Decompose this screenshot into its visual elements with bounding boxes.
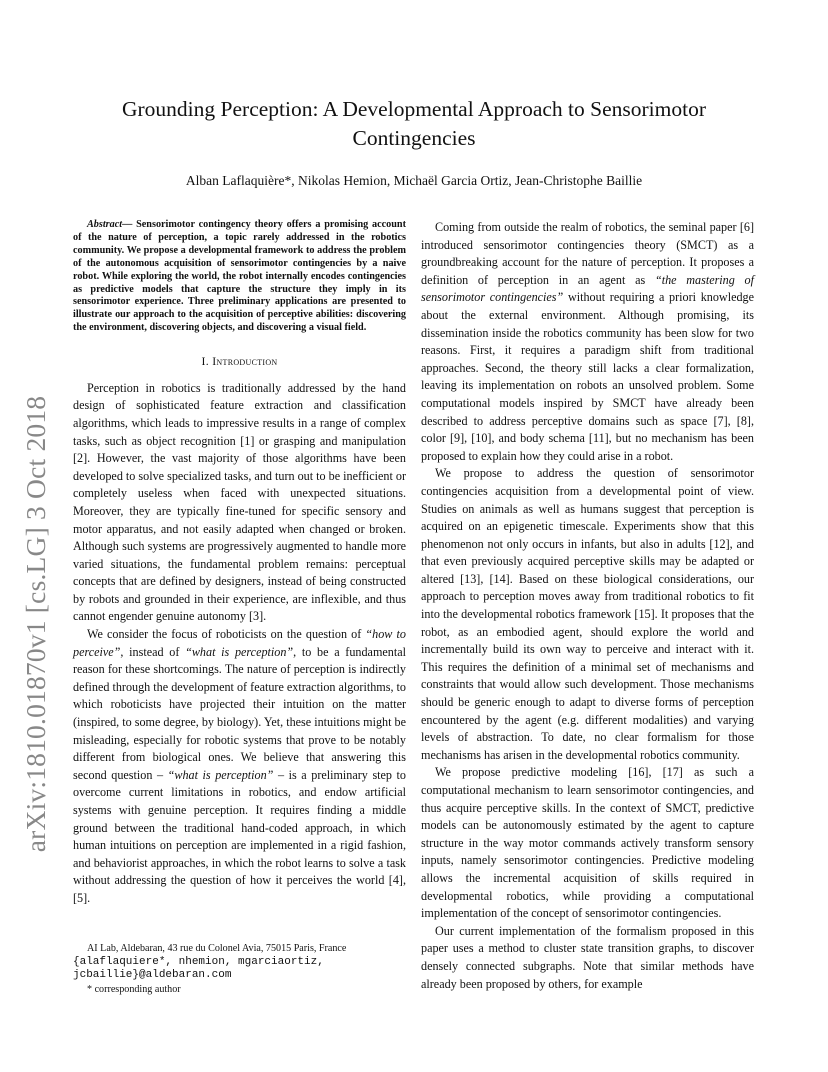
section-heading-introduction (73, 353, 406, 371)
quote-what-is-perception: “what is perception” (185, 644, 294, 659)
right-paragraph-3: We propose predictive modeling [16], [17] as such a computational mechanism to learn sensorimotor contingencies, and thus acquire perceptive skills. In the context of SMCT, predictive models can be autonomously estimated by the agent to capture structure in the way motor commands actively transform sensory inputs, namely sensorimotor contingencies. Predictive modeling allows the incremental acquisition of skills required in developmental robotics, while providing a computational implementation of the concept of sensorimotor contingencies. (421, 765, 754, 921)
right-paragraph-1 (421, 219, 754, 465)
abstract-text: — Sensorimotor contingency theory offers a promising account of the nature of perception, a topic rarely addressed in the robotics community. We propose a developmental framework to address the problem of the autonomous acquisition of sensorimotor contingencies by a naive robot. While exploring the world, the robot internally encodes contingencies as predictive models that capture the structure they imply in its sensorimotor experience. Three preliminary applications are presented to illustrate our approach to the acquisition of perceptive abilities: discovering the environment, discovering objects, and discovering a visual field. (73, 219, 406, 334)
arxiv-identifier-text: arXiv:1810.01870v1 [cs.LG] 3 Oct 2018 (20, 395, 51, 853)
intro-paragraph-2 (73, 626, 406, 908)
section-title: Introduction (212, 354, 278, 369)
right-column (421, 219, 754, 993)
arxiv-identifier-stamp (20, 168, 52, 853)
footnote-corresponding: * corresponding author (87, 983, 181, 995)
right-paragraph-4: Our current implementation of the formalism proposed in this paper uses a method to cluster state transition graphs, to discover densely connected subgraphs. Note that similar methods have already been proposed by others, for example (421, 923, 754, 991)
footnote-emails-1: {alaflaquiere*, nhemion, mgarciaortiz, (73, 955, 324, 968)
text-run: , instead of (120, 644, 186, 659)
paper-title: Grounding Perception: A Developmental Approach to Sensorimotor Contingencies (122, 97, 706, 150)
intro-paragraph-1: Perception in robotics is traditionally addressed by the hand design of sophisticated feature extraction and classification algorithms, which leads to impressive results in a range of complex tasks, such as object recognition [1] or grasping and manipulation [2]. However, the vast majority of those algorithms have been developed to solve specialized tasks, and turn out to be inefficient or completely useless when faced with unexpected situations. Moreover, they are typically fine-tuned for specific sensory and motor apparatus, and not easily adapted when changed or broken. Although such systems are progressively augmented to handle more varied situations, the fundamental problem remains: perceptual concepts that are defined by designers, instead of being constructed by robots and grounded in their experience, are inflexible, and thus cannot engender genuine autonomy [3]. (73, 380, 406, 624)
paper-authors: Alban Laflaquière*, Nikolas Hemion, Michaël Garcia Ortiz, Jean-Christophe Baillie (185, 173, 643, 188)
quote-mastering: “the mastering of sensorimotor contingencies” (421, 272, 754, 305)
quote-what-is-perception-2: “what is perception” (167, 767, 274, 782)
text-run: – is a preliminary step to overcome current limitations in robotics, and endow artificial systems with genuine perception. It requires finding a middle ground between the traditional hand-coded approach, in which human intuitions on perception are implemented in a rigid fashion, and behaviorist approaches, in which the robot learns to solve a task without addressing the question of how it perceives the world [4], [5]. (73, 767, 407, 905)
left-column (73, 219, 406, 908)
footnote-affiliation (73, 942, 406, 996)
abstract-lead: Abstract (87, 219, 123, 230)
quote-how-to-perceive: “how to perceive” (73, 627, 406, 659)
footnote-affil: AI Lab, Aldebaran, 43 rue du Colonel Avia, 75015 Paris, France (87, 943, 347, 954)
text-run: We consider the focus of roboticists on the question of (87, 627, 366, 642)
right-paragraph-2: We propose to address the question of sensorimotor contingencies acquisition from a developmental point of view. Studies on animals as well as humans suggest that perception is acquired on an epigenetic timescale. Experiments show that this phenomenon not only occurs in infants, but also in adults [12], and that even previously acquired perceptive skills may be adapted or altered [13], [14]. Based on these biological considerations, our approach to perception moves away from traditional robotics to fit into the developmental robotics framework [15]. It proposes that the robot, as an embodied agent, should explore the world and incrementally build its own way to perceive and interact with it. This requires the definition of a minimal set of mechanisms and constraints that would allow such development. Those mechanisms should be generic enough to adapt to diverse forms of perception encountered by the agent (e.g. different modalities) and varying levels of abstraction. To date, no clear formalism for those mechanisms has arisen in the developmental robotics community. (421, 466, 754, 762)
text-run: Coming from outside the realm of robotics, the seminal paper [6] introduced sensorimotor contingencies theory (SMCT) as a groundbreaking account for the nature of perception. It proposes a definition of perception in an agent as (421, 220, 754, 287)
abstract (73, 219, 406, 335)
footnote-emails-2: jcbaillie}@aldebaran.com (73, 969, 232, 982)
text-run: without requiring a priori knowledge about the external environment. Although promising, its dissemination inside the robotics community has been slow for two reasons. First, it requires a paradigm shift from traditional approaches. Second, the theory still lacks a clear formalization, leaving its implementation on robots an unsolved problem. Some computational models inspired by SMCT have already been described to address perceptive domains such as space [7], [8], color [9], [10], and body schema [11], but no mechanism has been proposed to explain how they could arise in a robot. (421, 290, 754, 463)
section-number: I. (201, 354, 213, 369)
text-run: , to be a fundamental reason for these shortcomings. The nature of perception is indirectly defined through the development of feature extraction algorithms, to which roboticists have projected their intuition on the matter (inspired, to some degree, by biology). Yet, these intuitions might be misleading, especially for robotic systems that prove to be notably different from biological ones. We believe that answering this second question – (73, 644, 406, 782)
